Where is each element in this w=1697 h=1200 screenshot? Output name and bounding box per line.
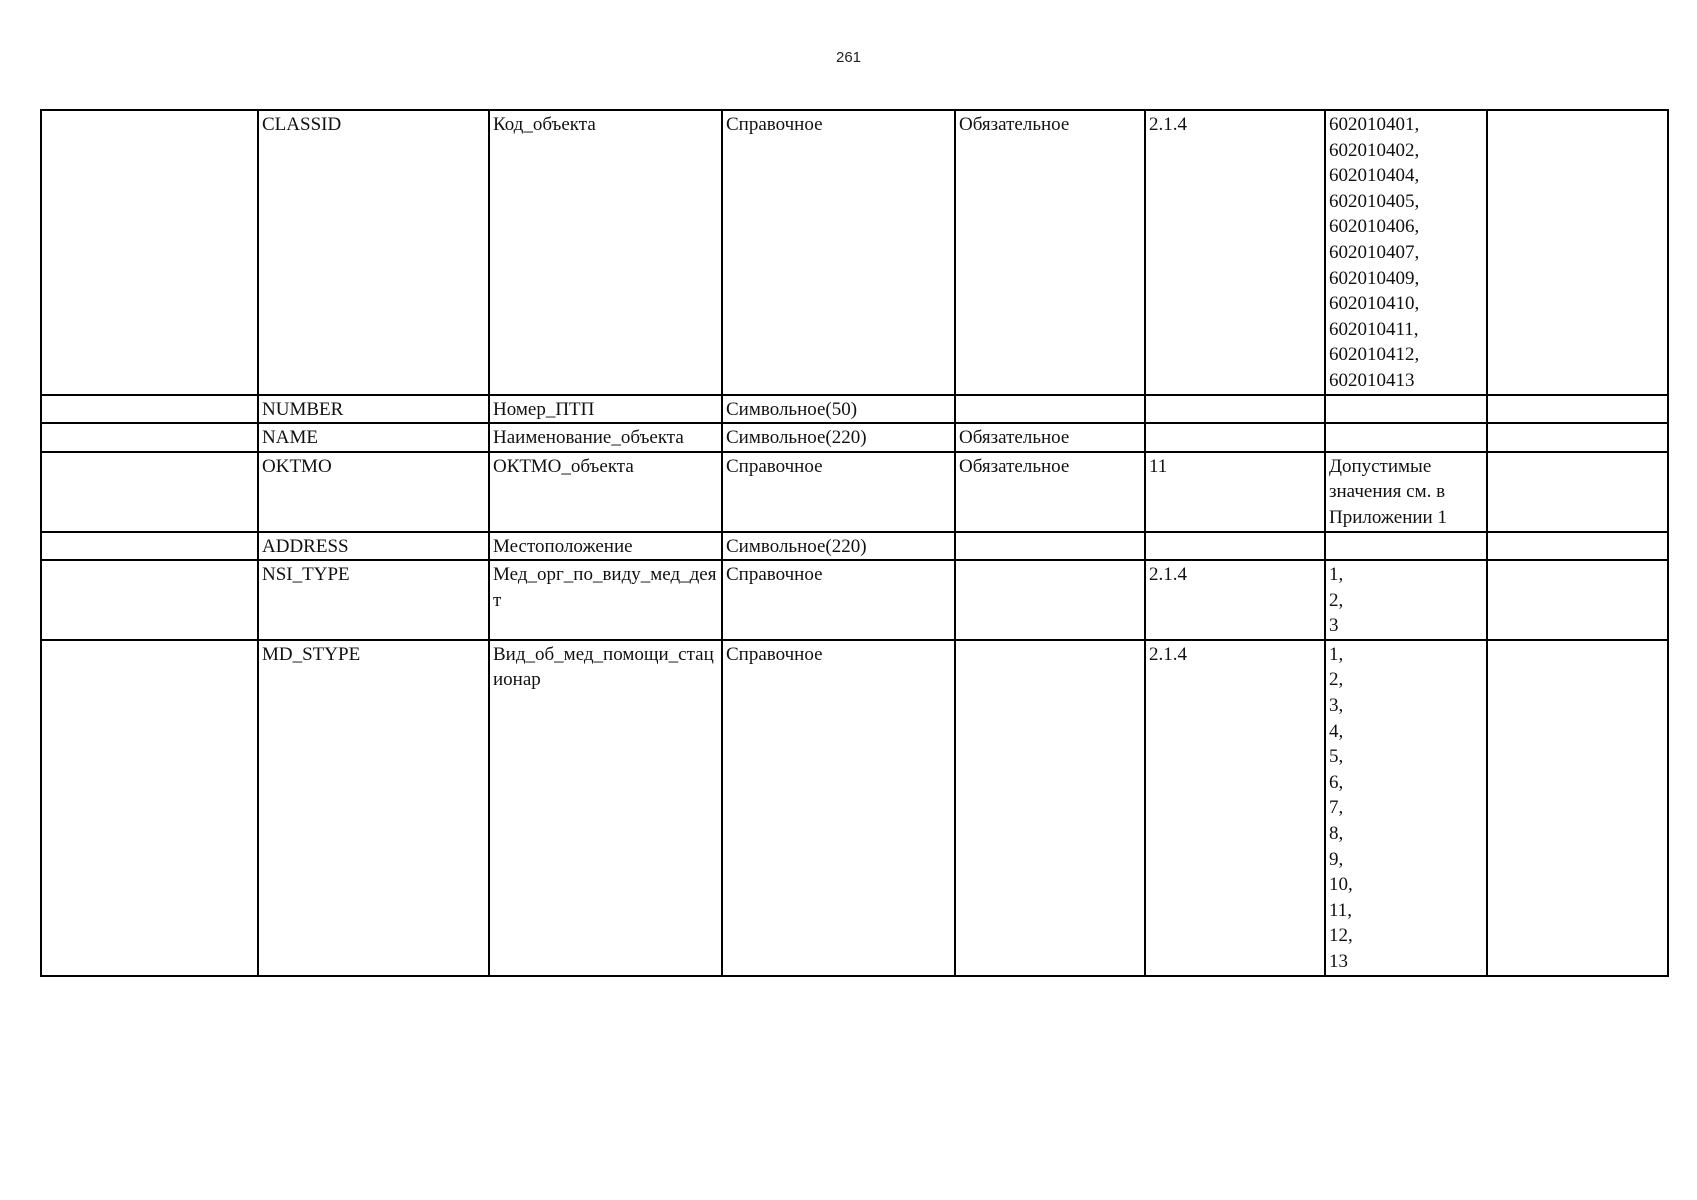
field-reference-cell (1145, 532, 1325, 561)
table-row (41, 532, 1668, 561)
field-code-cell: MD_STYPE (258, 640, 489, 976)
field-type-cell: Справочное (722, 110, 955, 395)
field-note-cell (1487, 452, 1668, 532)
field-type-cell: Символьное(220) (722, 532, 955, 561)
group-cell (41, 452, 258, 532)
field-values-cell: Допустимые значения см. в Приложении 1 (1325, 452, 1487, 532)
field-code-cell: NSI_TYPE (258, 560, 489, 640)
page-number: 261 (835, 49, 862, 66)
field-note-cell (1487, 423, 1668, 452)
field-required-cell: Обязательное (955, 110, 1145, 395)
field-type-cell: Символьное(50) (722, 395, 955, 424)
field-reference-cell (1145, 423, 1325, 452)
group-cell (41, 423, 258, 452)
field-alias-cell: ОКТМО_объекта (489, 452, 722, 532)
field-note-cell (1487, 560, 1668, 640)
field-reference-cell: 2.1.4 (1145, 640, 1325, 976)
field-values-cell (1325, 423, 1487, 452)
field-alias-cell: Местоположение (489, 532, 722, 561)
field-values-cell: 1, 2, 3, 4, 5, 6, 7, 8, 9, 10, 11, 12, 13 (1325, 640, 1487, 976)
field-values-cell (1325, 395, 1487, 424)
table-row (41, 395, 1668, 424)
group-cell (41, 560, 258, 640)
table-row (41, 110, 1668, 395)
group-cell (41, 640, 258, 976)
field-values-cell: 1, 2, 3 (1325, 560, 1487, 640)
field-reference-cell: 2.1.4 (1145, 560, 1325, 640)
field-reference-cell: 2.1.4 (1145, 110, 1325, 395)
field-alias-cell: Мед_орг_по_виду_мед_деят (489, 560, 722, 640)
field-values-cell (1325, 532, 1487, 561)
field-required-cell (955, 640, 1145, 976)
field-code-cell: CLASSID (258, 110, 489, 395)
field-note-cell (1487, 395, 1668, 424)
field-code-cell: NUMBER (258, 395, 489, 424)
field-note-cell (1487, 640, 1668, 976)
field-alias-cell: Вид_об_мед_помощи_стационар (489, 640, 722, 976)
field-type-cell: Символьное(220) (722, 423, 955, 452)
field-reference-cell: 11 (1145, 452, 1325, 532)
field-code-cell: NAME (258, 423, 489, 452)
field-alias-cell: Номер_ПТП (489, 395, 722, 424)
table-row (41, 423, 1668, 452)
field-code-cell: ADDRESS (258, 532, 489, 561)
field-alias-cell: Наименование_объекта (489, 423, 722, 452)
field-values-cell: 602010401, 602010402, 602010404, 602010405, 602010406, 602010407, 602010409, 602010410, 602010411, 602010412, 602010413 (1325, 110, 1487, 395)
table-row (41, 640, 1668, 976)
group-cell (41, 110, 258, 395)
field-required-cell (955, 560, 1145, 640)
group-cell (41, 395, 258, 424)
field-code-cell: OKTMO (258, 452, 489, 532)
field-alias-cell: Код_объекта (489, 110, 722, 395)
field-reference-cell (1145, 395, 1325, 424)
field-required-cell: Обязательное (955, 423, 1145, 452)
field-type-cell: Справочное (722, 560, 955, 640)
table-row (41, 560, 1668, 640)
field-type-cell: Справочное (722, 640, 955, 976)
group-cell (41, 532, 258, 561)
field-required-cell (955, 532, 1145, 561)
field-required-cell: Обязательное (955, 452, 1145, 532)
field-type-cell: Справочное (722, 452, 955, 532)
field-note-cell (1487, 110, 1668, 395)
field-note-cell (1487, 532, 1668, 561)
table-row (41, 452, 1668, 532)
field-required-cell (955, 395, 1145, 424)
attribute-table (40, 109, 1669, 977)
